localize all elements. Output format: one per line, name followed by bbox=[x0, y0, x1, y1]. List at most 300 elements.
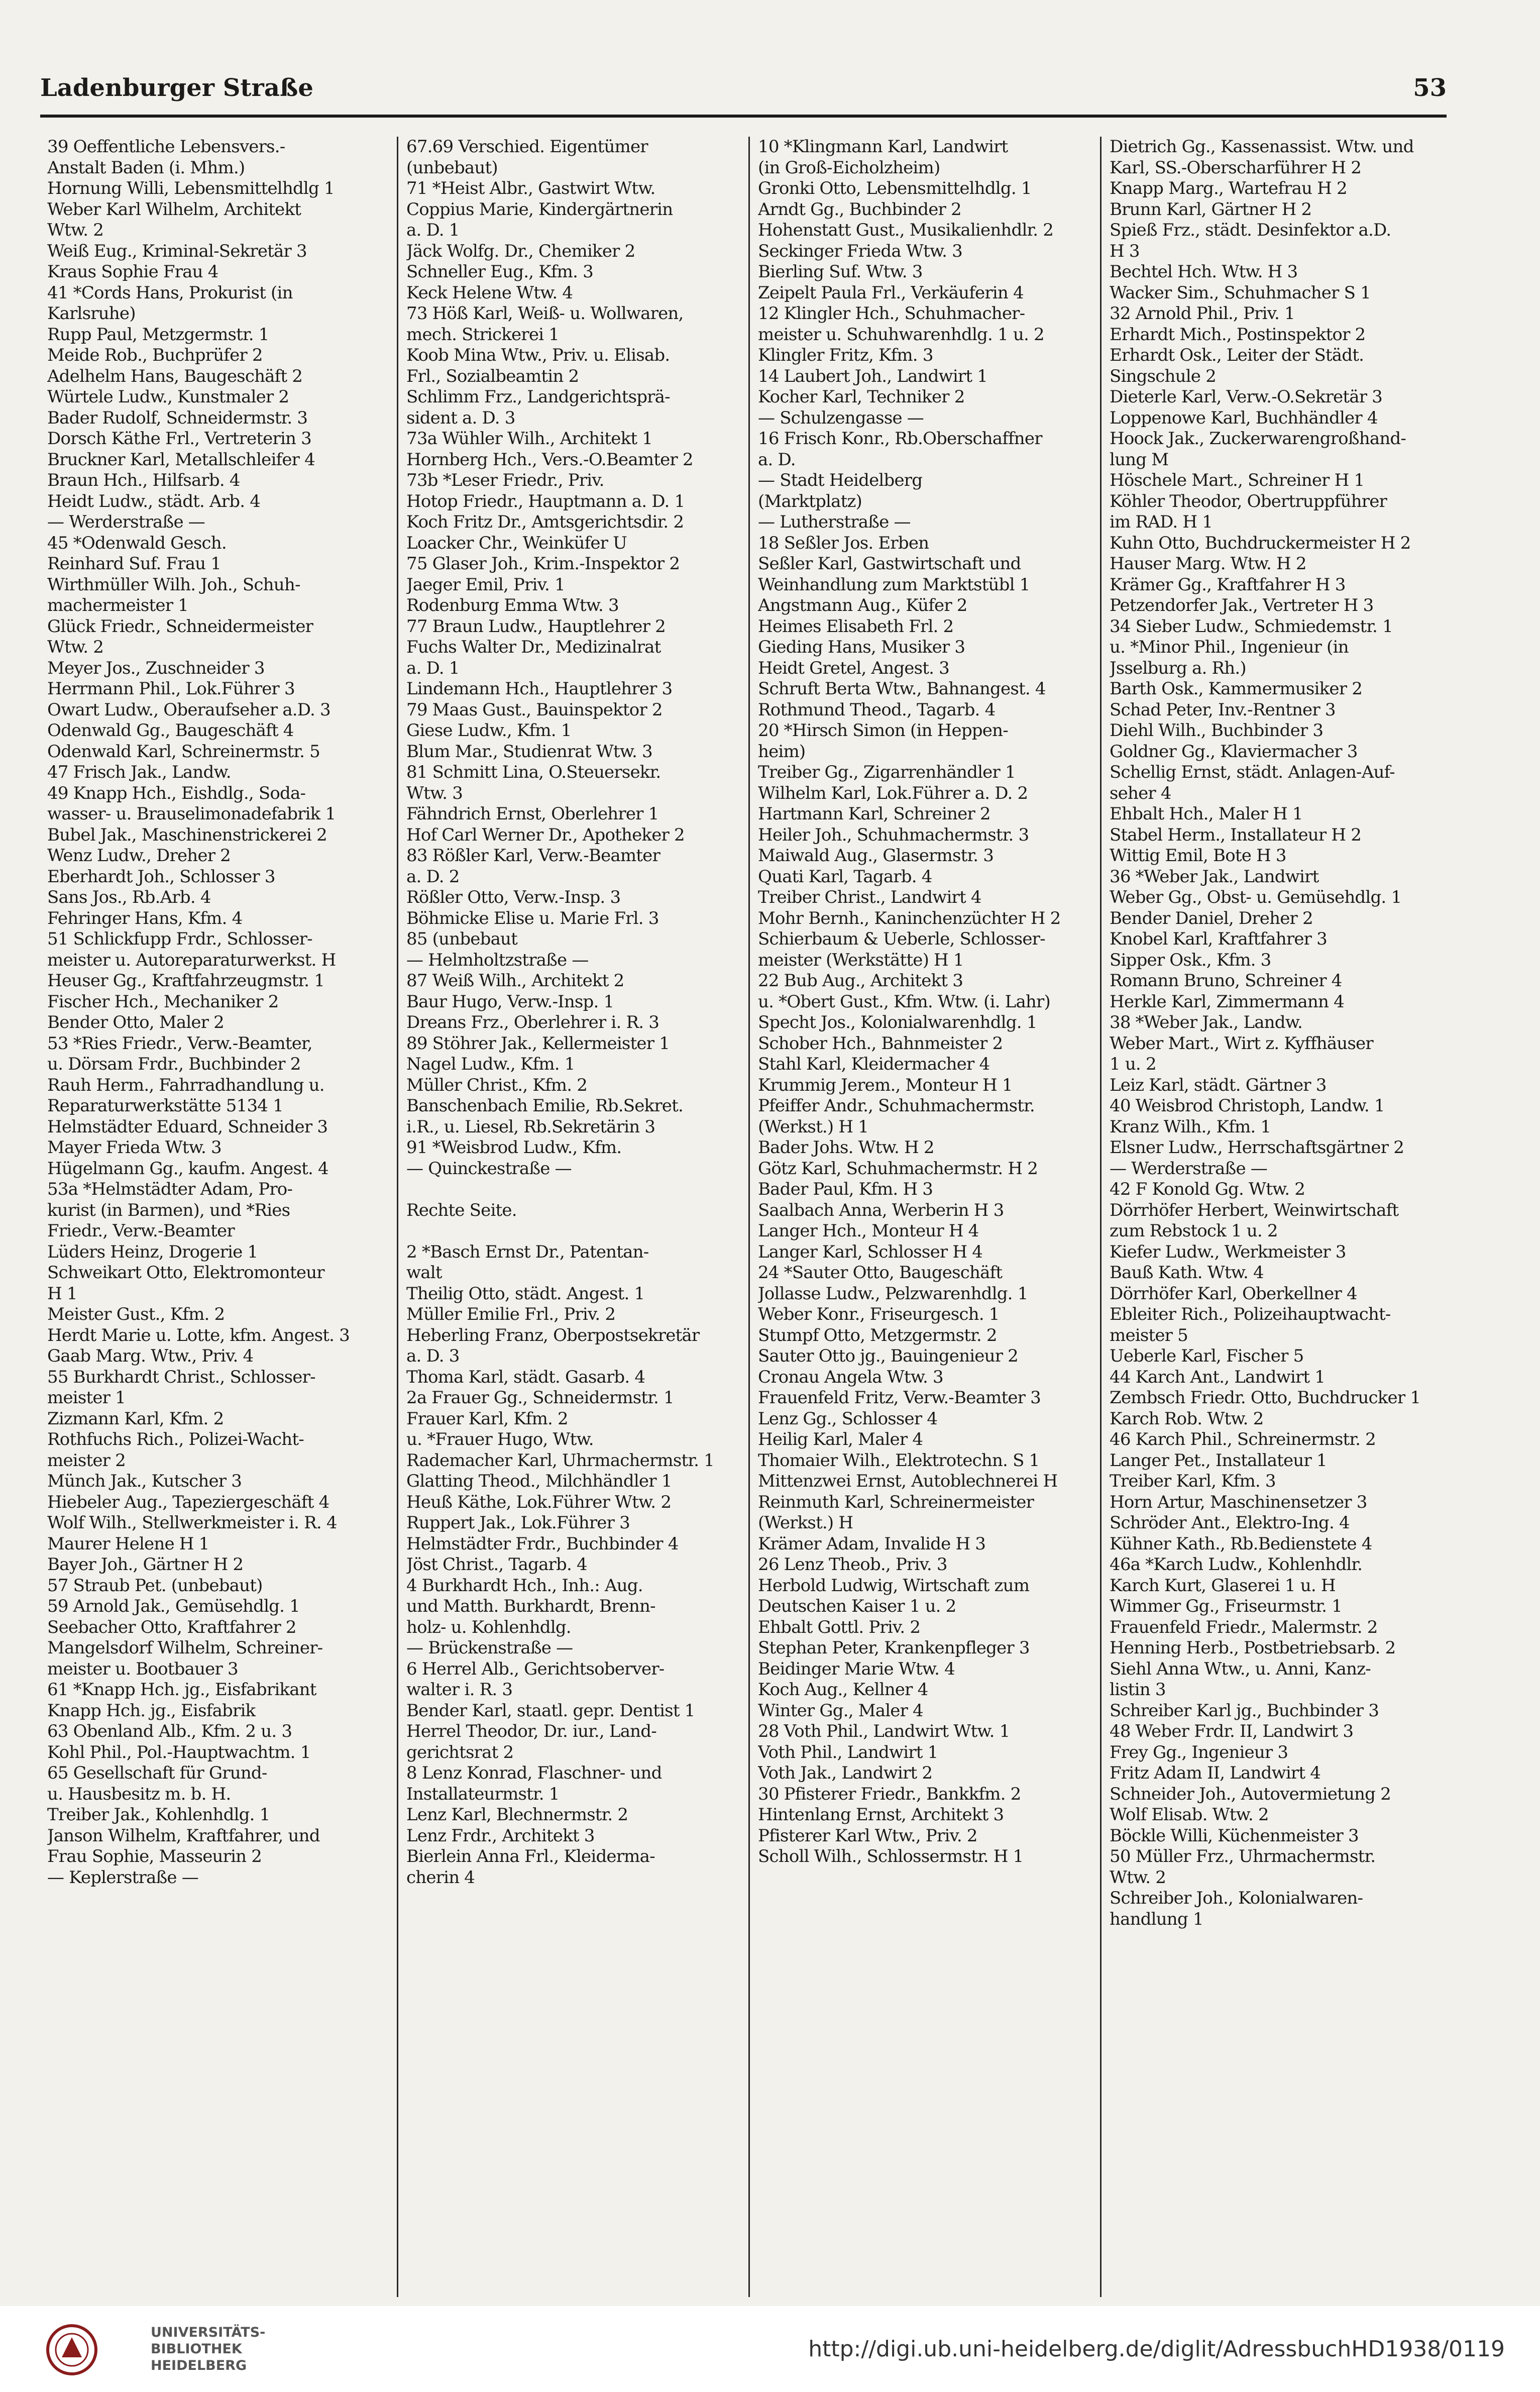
directory-entry: Wtw. 3 bbox=[406, 783, 463, 803]
directory-entry: Scholl Wilh., Schlossermstr. H 1 bbox=[758, 1846, 1024, 1866]
directory-entry: meister (Werkstätte) H 1 bbox=[758, 950, 964, 970]
directory-entry: a. D. 1 bbox=[406, 220, 460, 240]
directory-entry: Lindemann Hch., Hauptlehrer 3 bbox=[406, 679, 673, 699]
directory-entry: Langer Hch., Monteur H 4 bbox=[758, 1221, 979, 1241]
directory-entry: Spieß Frz., städt. Desinfektor a.D. bbox=[1110, 220, 1391, 240]
directory-entry: 44 Karch Ant., Landwirt 1 bbox=[1110, 1367, 1326, 1387]
directory-entry: 77 Braun Ludw., Hauptlehrer 2 bbox=[406, 616, 666, 637]
directory-entry: 1 u. 2 bbox=[1110, 1054, 1156, 1074]
directory-entry: 42 F Konold Gg. Wtw. 2 bbox=[1110, 1179, 1305, 1199]
directory-entry: Specht Jos., Kolonialwarenhdlg. 1 bbox=[758, 1012, 1037, 1032]
directory-entry: Wittig Emil, Bote H 3 bbox=[1110, 846, 1286, 866]
directory-entry: Rechte Seite. bbox=[406, 1200, 517, 1220]
directory-entry: Karl, SS.-Oberscharführer H 2 bbox=[1110, 157, 1362, 178]
page-header bbox=[40, 65, 1447, 111]
directory-entry: Pfeiffer Andr., Schuhmachermstr. bbox=[758, 1096, 1035, 1116]
directory-entry: Heidt Ludw., städt. Arb. 4 bbox=[47, 491, 261, 511]
directory-entry: 73 Höß Karl, Weiß- u. Wollwaren, bbox=[406, 303, 684, 324]
directory-column bbox=[1100, 137, 1452, 2297]
directory-entry: H 3 bbox=[1110, 241, 1140, 261]
directory-entry: Hiebeler Aug., Tapeziergeschäft 4 bbox=[47, 1492, 329, 1512]
directory-entry: Adelhelm Hans, Baugeschäft 2 bbox=[47, 366, 303, 386]
directory-columns bbox=[45, 137, 1452, 2297]
directory-entry: Rößler Otto, Verw.-Insp. 3 bbox=[406, 887, 621, 907]
directory-entry: Meyer Jos., Zuschneider 3 bbox=[47, 658, 265, 678]
directory-entry: Seebacher Otto, Kraftfahrer 2 bbox=[47, 1617, 296, 1637]
directory-entry: Dietrich Gg., Kassenassist. Wtw. und bbox=[1110, 137, 1414, 157]
directory-entry: Schober Hch., Bahnmeister 2 bbox=[758, 1033, 1003, 1054]
directory-entry: Herrmann Phil., Lok.Führer 3 bbox=[47, 679, 295, 699]
directory-entry: 46 Karch Phil., Schreinermstr. 2 bbox=[1110, 1429, 1376, 1449]
directory-entry: Giese Ludw., Kfm. 1 bbox=[406, 720, 572, 741]
directory-entry: 4 Burkhardt Hch., Inh.: Aug. bbox=[406, 1575, 643, 1596]
directory-entry: Gronki Otto, Lebensmittelhdlg. 1 bbox=[758, 178, 1032, 198]
directory-entry: Bader Paul, Kfm. H 3 bbox=[758, 1179, 933, 1199]
directory-entry: Hof Carl Werner Dr., Apotheker 2 bbox=[406, 824, 685, 845]
directory-entry: Bender Otto, Maler 2 bbox=[47, 1012, 225, 1032]
directory-entry: Bender Daniel, Dreher 2 bbox=[1110, 908, 1313, 928]
directory-entry: Treiber Jak., Kohlenhdlg. 1 bbox=[47, 1805, 270, 1825]
directory-entry: (Werkst.) H 1 bbox=[758, 1116, 869, 1137]
directory-entry: 39 Oeffentliche Lebensvers.- bbox=[47, 137, 285, 157]
directory-entry: Mayer Frieda Wtw. 3 bbox=[47, 1137, 222, 1158]
directory-entry: Loppenowe Karl, Buchhändler 4 bbox=[1110, 407, 1378, 428]
directory-entry: Weber Mart., Wirt z. Kyffhäuser bbox=[1110, 1033, 1373, 1054]
directory-entry: a. D. bbox=[758, 449, 796, 470]
directory-entry: machermeister 1 bbox=[47, 595, 188, 615]
directory-entry: Henning Herb., Postbetriebsarb. 2 bbox=[1110, 1638, 1396, 1658]
directory-entry: Rodenburg Emma Wtw. 3 bbox=[406, 595, 619, 615]
directory-entry: — Werderstraße — bbox=[1110, 1158, 1267, 1179]
directory-entry: seher 4 bbox=[1110, 783, 1171, 803]
directory-entry: Treiber Karl, Kfm. 3 bbox=[1110, 1471, 1276, 1491]
directory-entry: Schierbaum & Ueberle, Schlosser- bbox=[758, 929, 1045, 949]
directory-entry: Reinhard Suf. Frau 1 bbox=[47, 554, 222, 574]
directory-entry: Knapp Hch. jg., Eisfabrik bbox=[47, 1700, 256, 1721]
directory-entry: Rothfuchs Rich., Polizei-Wacht- bbox=[47, 1429, 304, 1449]
directory-entry: Kuhn Otto, Buchdruckermeister H 2 bbox=[1110, 533, 1411, 553]
directory-entry: Hotop Friedr., Hauptmann a. D. 1 bbox=[406, 491, 685, 511]
directory-entry: Ehbalt Hch., Maler H 1 bbox=[1110, 804, 1303, 824]
directory-entry: Heberling Franz, Oberpostsekretär bbox=[406, 1325, 700, 1345]
directory-entry: wasser- u. Brauselimonadefabrik 1 bbox=[47, 804, 336, 824]
directory-entry: Reparaturwerkstätte 5134 1 bbox=[47, 1096, 283, 1116]
directory-entry: 2 *Basch Ernst Dr., Patentan- bbox=[406, 1241, 649, 1262]
directory-entry: Knobel Karl, Kraftfahrer 3 bbox=[1110, 929, 1327, 949]
directory-entry: 14 Laubert Joh., Landwirt 1 bbox=[758, 366, 988, 386]
directory-entry: Ueberle Karl, Fischer 5 bbox=[1110, 1346, 1304, 1366]
directory-entry: 26 Lenz Theob., Priv. 3 bbox=[758, 1554, 947, 1575]
directory-entry: Keck Helene Wtw. 4 bbox=[406, 282, 573, 303]
page-number: 53 bbox=[1413, 74, 1447, 102]
directory-entry: Frauer Karl, Kfm. 2 bbox=[406, 1408, 568, 1429]
directory-entry: Dieterle Karl, Verw.-O.Sekretär 3 bbox=[1110, 387, 1382, 407]
directory-entry: Odenwald Karl, Schreinermstr. 5 bbox=[47, 741, 320, 762]
directory-entry: Heimes Elisabeth Frl. 2 bbox=[758, 616, 954, 637]
directory-entry: Reinmuth Karl, Schreinermeister bbox=[758, 1492, 1034, 1512]
directory-entry: Heuß Käthe, Lok.Führer Wtw. 2 bbox=[406, 1492, 672, 1512]
directory-entry: Bruckner Karl, Metallschleifer 4 bbox=[47, 449, 315, 470]
directory-entry: Theilig Otto, städt. Angest. 1 bbox=[406, 1283, 645, 1304]
directory-entry: 12 Klingler Hch., Schuhmacher- bbox=[758, 303, 1025, 324]
directory-entry: 53 *Ries Friedr., Verw.-Beamter, bbox=[47, 1033, 312, 1054]
directory-entry: Goldner Gg., Klaviermacher 3 bbox=[1110, 741, 1358, 762]
directory-entry: u. Hausbesitz m. b. H. bbox=[47, 1784, 231, 1804]
directory-entry: Frauenfeld Friedr., Malermstr. 2 bbox=[1110, 1617, 1378, 1637]
directory-entry: 57 Straub Pet. (unbebaut) bbox=[47, 1575, 263, 1596]
directory-entry: Ehbalt Gottl. Priv. 2 bbox=[758, 1617, 921, 1637]
directory-entry: Schruft Berta Wtw., Bahnangest. 4 bbox=[758, 679, 1046, 699]
directory-entry: Herdt Marie u. Lotte, kfm. Angest. 3 bbox=[47, 1325, 350, 1345]
directory-entry: u. *Frauer Hugo, Wtw. bbox=[406, 1429, 594, 1449]
directory-entry: Schröder Ant., Elektro-Ing. 4 bbox=[1110, 1513, 1350, 1533]
directory-entry: Janson Wilhelm, Kraftfahrer, und bbox=[47, 1825, 320, 1846]
directory-entry: Anstalt Baden (i. Mhm.) bbox=[47, 157, 245, 178]
directory-entry: im RAD. H 1 bbox=[1110, 512, 1213, 532]
directory-entry: Wtw. 2 bbox=[1110, 1867, 1166, 1888]
directory-entry: 75 Glaser Joh., Krim.-Inspektor 2 bbox=[406, 554, 680, 574]
directory-entry: Treiber Christ., Landwirt 4 bbox=[758, 887, 981, 907]
directory-entry: 49 Knapp Hch., Eishdlg., Soda- bbox=[47, 783, 306, 803]
directory-entry: 38 *Weber Jak., Landw. bbox=[1110, 1012, 1303, 1032]
directory-entry: Rauh Herm., Fahrradhandlung u. bbox=[47, 1075, 324, 1095]
directory-entry: Höschele Mart., Schreiner H 1 bbox=[1110, 470, 1365, 490]
directory-entry: Karch Rob. Wtw. 2 bbox=[1110, 1408, 1264, 1429]
directory-entry: Zeipelt Paula Frl., Verkäuferin 4 bbox=[758, 282, 1024, 303]
directory-entry: Wolf Elisab. Wtw. 2 bbox=[1110, 1805, 1269, 1825]
directory-entry: Maiwald Aug., Glasermstr. 3 bbox=[758, 846, 994, 866]
directory-entry: Treiber Gg., Zigarrenhändler 1 bbox=[758, 762, 1016, 782]
directory-entry: Sauter Otto jg., Bauingenieur 2 bbox=[758, 1346, 1019, 1366]
directory-entry: 36 *Weber Jak., Landwirt bbox=[1110, 866, 1319, 887]
directory-column bbox=[45, 137, 397, 2297]
directory-entry: Koch Fritz Dr., Amtsgerichtsdir. 2 bbox=[406, 512, 684, 532]
directory-entry: Weinhandlung zum Marktstübl 1 bbox=[758, 574, 1030, 595]
directory-entry: Brunn Karl, Gärtner H 2 bbox=[1110, 199, 1312, 220]
directory-entry: 61 *Knapp Hch. jg., Eisfabrikant bbox=[47, 1680, 316, 1700]
directory-entry: — Werderstraße — bbox=[47, 512, 205, 532]
directory-entry: Böckle Willi, Küchenmeister 3 bbox=[1110, 1825, 1359, 1846]
directory-entry: Götz Karl, Schuhmachermstr. H 2 bbox=[758, 1158, 1038, 1179]
directory-entry: walter i. R. 3 bbox=[406, 1680, 513, 1700]
directory-entry: 55 Burkhardt Christ., Schlosser- bbox=[47, 1367, 315, 1387]
directory-entry: Erhardt Osk., Leiter der Städt. bbox=[1110, 345, 1364, 365]
directory-entry: Hornung Willi, Lebensmittelhdlg 1 bbox=[47, 178, 335, 198]
directory-entry: Wilhelm Karl, Lok.Führer a. D. 2 bbox=[758, 783, 1028, 803]
directory-entry: Jsselburg a. Rh.) bbox=[1110, 658, 1246, 678]
directory-entry: Pfisterer Karl Wtw., Priv. 2 bbox=[758, 1825, 977, 1846]
directory-entry: Glatting Theod., Milchhändler 1 bbox=[406, 1471, 672, 1491]
directory-entry: Diehl Wilh., Buchbinder 3 bbox=[1110, 720, 1324, 741]
directory-entry: (Marktplatz) bbox=[758, 491, 862, 511]
directory-entry: Lüders Heinz, Drogerie 1 bbox=[47, 1241, 258, 1262]
directory-entry: Elsner Ludw., Herrschaftsgärtner 2 bbox=[1110, 1137, 1404, 1158]
directory-entry: Bubel Jak., Maschinenstrickerei 2 bbox=[47, 824, 327, 845]
directory-entry: Herbold Ludwig, Wirtschaft zum bbox=[758, 1575, 1030, 1596]
directory-entry: heim) bbox=[758, 741, 806, 762]
directory-entry: meister u. Bootbauer 3 bbox=[47, 1658, 238, 1679]
directory-entry: Barth Osk., Kammermusiker 2 bbox=[1110, 679, 1363, 699]
directory-entry: 63 Obenland Alb., Kfm. 2 u. 3 bbox=[47, 1721, 292, 1741]
directory-entry: Beidinger Marie Wtw. 4 bbox=[758, 1658, 955, 1679]
directory-entry: Kiefer Ludw., Werkmeister 3 bbox=[1110, 1241, 1346, 1262]
directory-entry: Würtele Ludw., Kunstmaler 2 bbox=[47, 387, 289, 407]
directory-entry: Odenwald Gg., Baugeschäft 4 bbox=[47, 720, 294, 741]
directory-entry: 20 *Hirsch Simon (in Heppen- bbox=[758, 720, 1008, 741]
directory-entry: u. *Obert Gust., Kfm. Wtw. (i. Lahr) bbox=[758, 991, 1050, 1012]
directory-entry: meister 5 bbox=[1110, 1325, 1188, 1345]
directory-entry: Banschenbach Emilie, Rb.Sekret. bbox=[406, 1096, 683, 1116]
directory-entry: Meide Rob., Buchprüfer 2 bbox=[47, 345, 263, 365]
directory-entry: Lenz Frdr., Architekt 3 bbox=[406, 1825, 595, 1846]
directory-entry: Saalbach Anna, Werberin H 3 bbox=[758, 1200, 1004, 1220]
directory-entry: 8 Lenz Konrad, Flaschner- und bbox=[406, 1763, 662, 1783]
directory-entry: meister u. Schuhwarenhdlg. 1 u. 2 bbox=[758, 324, 1044, 345]
directory-entry: 24 *Sauter Otto, Baugeschäft bbox=[758, 1263, 1003, 1283]
directory-entry: 32 Arnold Phil., Priv. 1 bbox=[1110, 303, 1295, 324]
directory-entry: 47 Frisch Jak., Landw. bbox=[47, 762, 231, 782]
directory-entry: (unbebaut) bbox=[406, 157, 498, 178]
directory-entry: 18 Seßler Jos. Erben bbox=[758, 533, 929, 553]
directory-entry: Heiler Joh., Schuhmachermstr. 3 bbox=[758, 824, 1029, 845]
directory-entry: 53a *Helmstädter Adam, Pro- bbox=[47, 1179, 293, 1199]
directory-entry: — Brückenstraße — bbox=[406, 1638, 573, 1658]
directory-entry: 65 Gesellschaft für Grund- bbox=[47, 1763, 267, 1783]
directory-entry: Mittenzwei Ernst, Autoblechnerei H bbox=[758, 1471, 1058, 1491]
directory-entry: Köhler Theodor, Obertruppführer bbox=[1110, 491, 1387, 511]
directory-entry: Meister Gust., Kfm. 2 bbox=[47, 1304, 225, 1324]
directory-entry: a. D. 2 bbox=[406, 866, 460, 887]
directory-entry: Frauenfeld Fritz, Verw.-Beamter 3 bbox=[758, 1388, 1041, 1408]
directory-entry: Rothmund Theod., Tagarb. 4 bbox=[758, 699, 996, 720]
directory-entry: Frl., Sozialbeamtin 2 bbox=[406, 366, 579, 386]
directory-entry: Wolf Wilh., Stellwerkmeister i. R. 4 bbox=[47, 1513, 337, 1533]
directory-entry: 46a *Karch Ludw., Kohlenhdlr. bbox=[1110, 1554, 1363, 1575]
directory-entry: 71 *Heist Albr., Gastwirt Wtw. bbox=[406, 178, 655, 198]
directory-entry: 6 Herrel Alb., Gerichtsoberver- bbox=[406, 1658, 665, 1679]
directory-entry: Knapp Marg., Wartefrau H 2 bbox=[1110, 178, 1347, 198]
directory-entry: Jollasse Ludw., Pelzwarenhdlg. 1 bbox=[758, 1283, 1028, 1304]
directory-entry: zum Rebstock 1 u. 2 bbox=[1110, 1221, 1278, 1241]
directory-entry: Ebleiter Rich., Polizeihauptwacht- bbox=[1110, 1304, 1391, 1324]
directory-entry: holz- u. Kohlenhdlg. bbox=[406, 1617, 571, 1637]
directory-entry: u. *Minor Phil., Ingenieur (in bbox=[1110, 637, 1349, 657]
directory-entry: Böhmicke Elise u. Marie Frl. 3 bbox=[406, 908, 659, 928]
directory-entry: Romann Bruno, Schreiner 4 bbox=[1110, 971, 1342, 991]
directory-entry: Heidt Gretel, Angest. 3 bbox=[758, 658, 949, 678]
directory-entry: Weiß Eug., Kriminal-Sekretär 3 bbox=[47, 241, 307, 261]
directory-entry: Wenz Ludw., Dreher 2 bbox=[47, 846, 231, 866]
directory-entry: Langer Karl, Schlosser H 4 bbox=[758, 1241, 983, 1262]
directory-entry: a. D. 3 bbox=[406, 1346, 460, 1366]
directory-entry: und Matth. Burkhardt, Brenn- bbox=[406, 1596, 655, 1616]
directory-entry: Bauß Kath. Wtw. 4 bbox=[1110, 1263, 1264, 1283]
directory-column bbox=[397, 137, 748, 2297]
directory-entry: handlung 1 bbox=[1110, 1909, 1203, 1929]
directory-entry: Krummig Jerem., Monteur H 1 bbox=[758, 1075, 1013, 1095]
directory-entry bbox=[406, 1179, 740, 1200]
directory-entry: H 1 bbox=[47, 1283, 77, 1304]
directory-entry: Fehringer Hans, Kfm. 4 bbox=[47, 908, 243, 928]
directory-entry: 87 Weiß Wilh., Architekt 2 bbox=[406, 971, 624, 991]
directory-entry: 10 *Klingmann Karl, Landwirt bbox=[758, 137, 1008, 157]
directory-entry: Kohl Phil., Pol.-Hauptwachtm. 1 bbox=[47, 1742, 311, 1762]
directory-entry: Müller Christ., Kfm. 2 bbox=[406, 1075, 588, 1095]
directory-entry: 73b *Leser Friedr., Priv. bbox=[406, 470, 604, 490]
directory-entry: Weber Konr., Friseurgesch. 1 bbox=[758, 1304, 1000, 1324]
directory-entry: Kocher Karl, Techniker 2 bbox=[758, 387, 965, 407]
directory-entry: Cronau Angela Wtw. 3 bbox=[758, 1367, 943, 1387]
directory-entry: Mohr Bernh., Kaninchenzüchter H 2 bbox=[758, 908, 1061, 928]
institution-line: UNIVERSITÄTS- bbox=[151, 2325, 266, 2340]
directory-entry: Leiz Karl, städt. Gärtner 3 bbox=[1110, 1075, 1327, 1095]
directory-entry: Helmstädter Eduard, Schneider 3 bbox=[47, 1116, 328, 1137]
directory-entry: — Schulzengasse — bbox=[758, 407, 924, 428]
directory-entry: Fähndrich Ernst, Oberlehrer 1 bbox=[406, 804, 659, 824]
directory-entry: 85 (unbebaut bbox=[406, 929, 518, 949]
directory-entry: Bechtel Hch. Wtw. H 3 bbox=[1110, 262, 1298, 282]
directory-entry: — Stadt Heidelberg bbox=[758, 470, 923, 490]
directory-entry: 83 Rößler Karl, Verw.-Beamter bbox=[406, 846, 660, 866]
directory-entry: Erhardt Mich., Postinspektor 2 bbox=[1110, 324, 1366, 345]
directory-entry: Fischer Hch., Mechaniker 2 bbox=[47, 991, 279, 1012]
directory-entry: Nagel Ludw., Kfm. 1 bbox=[406, 1054, 575, 1074]
directory-entry: Wimmer Gg., Friseurmstr. 1 bbox=[1110, 1596, 1342, 1616]
directory-entry: Seßler Karl, Gastwirtschaft und bbox=[758, 554, 1021, 574]
directory-entry: Dörrhöfer Herbert, Weinwirtschaft bbox=[1110, 1200, 1399, 1220]
directory-entry: Karch Kurt, Glaserei 1 u. H bbox=[1110, 1575, 1336, 1596]
directory-entry: Langer Pet., Installateur 1 bbox=[1110, 1450, 1327, 1471]
directory-entry: 73a Wühler Wilh., Architekt 1 bbox=[406, 429, 653, 449]
directory-entry: Herrel Theodor, Dr. iur., Land- bbox=[406, 1721, 656, 1741]
directory-entry: Jaeger Emil, Priv. 1 bbox=[406, 574, 565, 595]
directory-entry: Ruppert Jak., Lok.Führer 3 bbox=[406, 1513, 630, 1533]
directory-entry: 51 Schlickfupp Frdr., Schlosser- bbox=[47, 929, 312, 949]
directory-entry: Hornberg Hch., Vers.-O.Beamter 2 bbox=[406, 449, 693, 470]
directory-entry: 50 Müller Frz., Uhrmachermstr. bbox=[1110, 1846, 1376, 1866]
directory-entry: Krämer Adam, Invalide H 3 bbox=[758, 1533, 986, 1554]
directory-entry: Hintenlang Ernst, Architekt 3 bbox=[758, 1805, 1004, 1825]
directory-entry: Rupp Paul, Metzgermstr. 1 bbox=[47, 324, 269, 345]
directory-entry: 48 Weber Frdr. II, Landwirt 3 bbox=[1110, 1721, 1354, 1741]
directory-entry: Petzendorfer Jak., Vertreter H 3 bbox=[1110, 595, 1374, 615]
directory-entry: Fuchs Walter Dr., Medizinalrat bbox=[406, 637, 661, 657]
directory-entry: Mangelsdorf Wilhelm, Schreiner- bbox=[47, 1638, 323, 1658]
directory-entry: Hohenstatt Gust., Musikalienhdlr. 2 bbox=[758, 220, 1054, 240]
directory-entry: (in Groß-Eicholzheim) bbox=[758, 157, 940, 178]
directory-entry: Bader Johs. Wtw. H 2 bbox=[758, 1137, 934, 1158]
directory-entry: Voth Phil., Landwirt 1 bbox=[758, 1742, 938, 1762]
directory-entry: Quati Karl, Tagarb. 4 bbox=[758, 866, 932, 887]
directory-entry: Wacker Sim., Schuhmacher S 1 bbox=[1110, 282, 1371, 303]
directory-entry: 59 Arnold Jak., Gemüsehdlg. 1 bbox=[47, 1596, 300, 1616]
directory-entry: Baur Hugo, Verw.-Insp. 1 bbox=[406, 991, 614, 1012]
directory-entry: Stumpf Otto, Metzgermstr. 2 bbox=[758, 1325, 997, 1345]
directory-entry: Coppius Marie, Kindergärtnerin bbox=[406, 199, 673, 220]
directory-entry: Dorsch Käthe Frl., Vertreterin 3 bbox=[47, 429, 311, 449]
directory-entry: walt bbox=[406, 1263, 442, 1283]
directory-entry: Hartmann Karl, Schreiner 2 bbox=[758, 804, 991, 824]
directory-entry: 28 Voth Phil., Landwirt Wtw. 1 bbox=[758, 1721, 1010, 1741]
directory-entry: 91 *Weisbrod Ludw., Kfm. bbox=[406, 1137, 622, 1158]
directory-entry: Friedr., Verw.-Beamter bbox=[47, 1221, 235, 1241]
directory-entry: Rademacher Karl, Uhrmachermstr. 1 bbox=[406, 1450, 714, 1471]
directory-entry: Schad Peter, Inv.-Rentner 3 bbox=[1110, 699, 1336, 720]
directory-entry: Wirthmüller Wilh. Joh., Schuh- bbox=[47, 574, 300, 595]
directory-entry: Münch Jak., Kutscher 3 bbox=[47, 1471, 242, 1491]
directory-entry: 45 *Odenwald Gesch. bbox=[47, 533, 227, 553]
directory-entry: Dörrhöfer Karl, Oberkellner 4 bbox=[1110, 1283, 1357, 1304]
directory-entry: Lenz Gg., Schlosser 4 bbox=[758, 1408, 938, 1429]
directory-entry: Stephan Peter, Krankenpfleger 3 bbox=[758, 1638, 1030, 1658]
directory-entry: Krämer Gg., Kraftfahrer H 3 bbox=[1110, 574, 1346, 595]
header-rule bbox=[40, 115, 1447, 118]
directory-entry: Jäck Wolfg. Dr., Chemiker 2 bbox=[406, 241, 635, 261]
directory-entry: 81 Schmitt Lina, O.Steuersekr. bbox=[406, 762, 661, 782]
directory-entry: Horn Artur, Maschinensetzer 3 bbox=[1110, 1492, 1367, 1512]
directory-entry: Owart Ludw., Oberaufseher a.D. 3 bbox=[47, 699, 331, 720]
source-url[interactable]: http://digi.ub.uni-heidelberg.de/diglit/AdressbuchHD1938/0119 bbox=[808, 2336, 1505, 2362]
directory-entry: Blum Mar., Studienrat Wtw. 3 bbox=[406, 741, 652, 762]
directory-entry: Jöst Christ., Tagarb. 4 bbox=[406, 1554, 587, 1575]
directory-entry: Maurer Helene H 1 bbox=[47, 1533, 209, 1554]
directory-entry: Sans Jos., Rb.Arb. 4 bbox=[47, 887, 211, 907]
directory-entry bbox=[406, 1221, 740, 1242]
directory-entry: Kühner Kath., Rb.Bedienstete 4 bbox=[1110, 1533, 1372, 1554]
directory-entry: Deutschen Kaiser 1 u. 2 bbox=[758, 1596, 956, 1616]
directory-entry: Zizmann Karl, Kfm. 2 bbox=[47, 1408, 224, 1429]
directory-entry: meister 1 bbox=[47, 1388, 126, 1408]
directory-entry: Karlsruhe) bbox=[47, 303, 136, 324]
directory-entry: Angstmann Aug., Küfer 2 bbox=[758, 595, 967, 615]
directory-entry: Herkle Karl, Zimmermann 4 bbox=[1110, 991, 1344, 1012]
directory-entry: Loacker Chr., Weinküfer U bbox=[406, 533, 627, 553]
directory-entry: i.R., u. Liesel, Rb.Sekretärin 3 bbox=[406, 1116, 655, 1137]
directory-entry: Hoock Jak., Zuckerwarengroßhand- bbox=[1110, 429, 1406, 449]
directory-entry: — Lutherstraße — bbox=[758, 512, 911, 532]
directory-entry: Stahl Karl, Kleidermacher 4 bbox=[758, 1054, 990, 1074]
directory-entry: Installateurmstr. 1 bbox=[406, 1784, 560, 1804]
directory-entry: 40 Weisbrod Christoph, Landw. 1 bbox=[1110, 1096, 1385, 1116]
directory-entry: gerichtsrat 2 bbox=[406, 1742, 514, 1762]
directory-entry: Müller Emilie Frl., Priv. 2 bbox=[406, 1304, 616, 1324]
directory-entry: Frau Sophie, Masseurin 2 bbox=[47, 1846, 262, 1866]
directory-entry: Koob Mina Wtw., Priv. u. Elisab. bbox=[406, 345, 670, 365]
directory-entry: Singschule 2 bbox=[1110, 366, 1216, 386]
directory-entry: Schreiber Karl jg., Buchbinder 3 bbox=[1110, 1700, 1379, 1721]
directory-entry: Bender Karl, staatl. gepr. Dentist 1 bbox=[406, 1700, 695, 1721]
directory-entry: Kranz Wilh., Kfm. 1 bbox=[1110, 1116, 1271, 1137]
directory-entry: Bayer Joh., Gärtner H 2 bbox=[47, 1554, 244, 1575]
directory-entry: 41 *Cords Hans, Prokurist (in bbox=[47, 282, 293, 303]
directory-entry: Bader Rudolf, Schneidermstr. 3 bbox=[47, 407, 308, 428]
running-title: Ladenburger Straße bbox=[40, 74, 313, 102]
directory-entry: Zembsch Friedr. Otto, Buchdrucker 1 bbox=[1110, 1388, 1421, 1408]
directory-entry: Siehl Anna Wtw., u. Anni, Kanz- bbox=[1110, 1658, 1371, 1679]
directory-entry: Koch Aug., Kellner 4 bbox=[758, 1680, 928, 1700]
directory-entry: Wtw. 2 bbox=[47, 637, 104, 657]
directory-entry: Wtw. 2 bbox=[47, 220, 104, 240]
directory-entry: 2a Frauer Gg., Schneidermstr. 1 bbox=[406, 1388, 674, 1408]
institution-name bbox=[151, 2324, 265, 2374]
directory-entry: Thoma Karl, städt. Gasarb. 4 bbox=[406, 1367, 645, 1387]
directory-entry: Hauser Marg. Wtw. H 2 bbox=[1110, 554, 1306, 574]
directory-entry: Lenz Karl, Blechnermstr. 2 bbox=[406, 1805, 628, 1825]
directory-entry: Fritz Adam II, Landwirt 4 bbox=[1110, 1763, 1321, 1783]
directory-column bbox=[748, 137, 1100, 2297]
directory-entry: — Quinckestraße — bbox=[406, 1158, 572, 1179]
directory-entry: Gaab Marg. Wtw., Priv. 4 bbox=[47, 1346, 254, 1366]
